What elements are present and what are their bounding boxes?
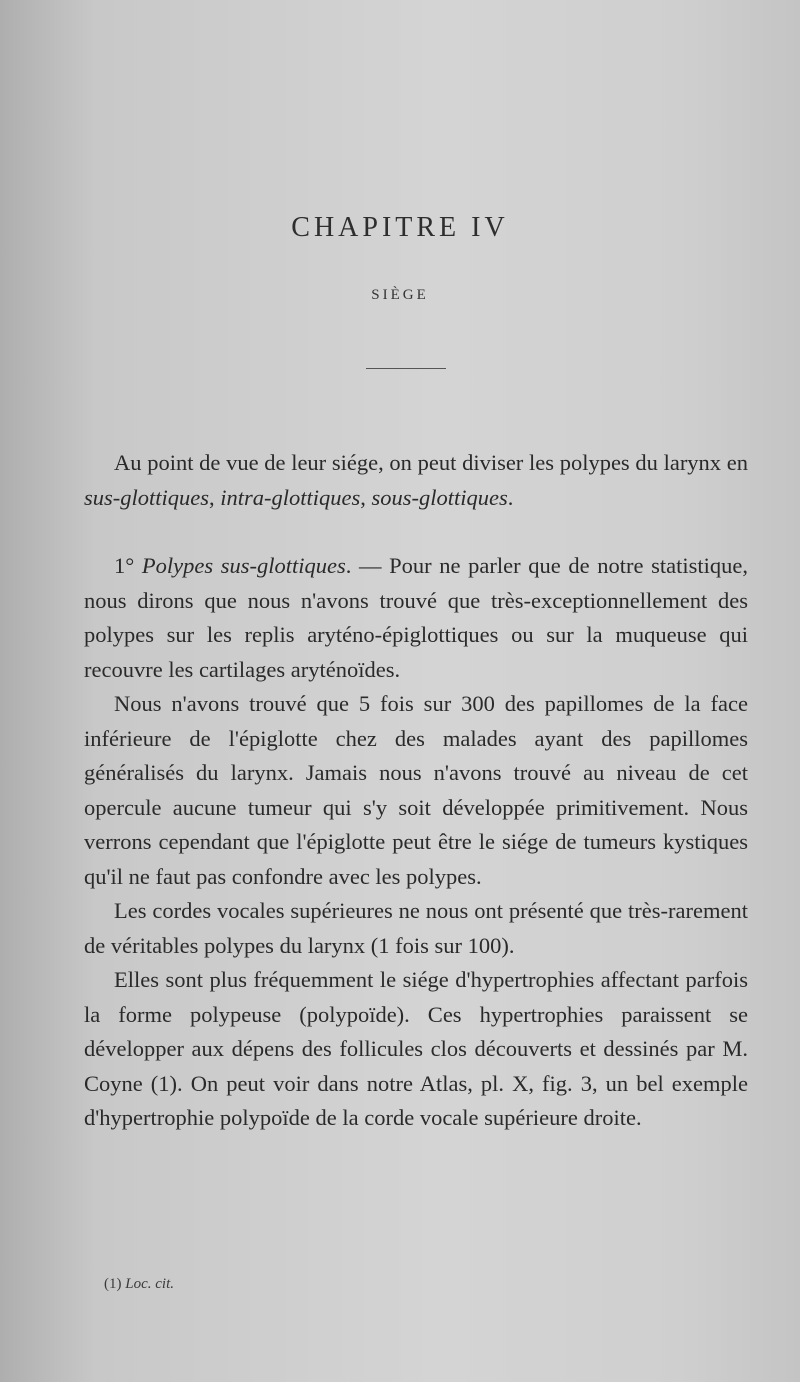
separator: , [360,484,372,510]
term-sous-glottiques: sous-glottiques [371,484,508,510]
paragraph-sus-glottiques [84,549,748,687]
paragraph-text: . — Pour ne parler que de notre statistique, nous dirons que nous n'avons trouvé que très-exceptionnellement des polypes sur les replis aryténo-épiglottiques ou sur la muqueuse qui recouvre les cartilages aryténoïdes. [84,553,749,682]
chapter-title-text: CHAPITRE IV [291,212,509,243]
paragraph-epiglotte: Nous n'avons trouvé que 5 fois sur 300 des papillomes de la face inférieure de l'épiglotte chez des malades ayant des papillomes généralisés du larynx. Jamais nous n'avons trouvé au niveau de cet opercule aucune tumeur qui s'y soit développée primitivement. Nous verrons cependant que l'épiglotte peut être le siége de tumeurs kystiques qu'il ne faut pas confondre avec les polypes. [84,691,748,889]
paragraph-hypertrophies: Elles sont plus fréquemment le siége d'hypertrophies affectant parfois la forme polypeuse (polypoïde). Ces hypertrophies paraissent se développer aux dépens des follicules clos découverts et dessinés par M. Coyne (1). On peut voir dans notre Atlas, pl. X, fig. 3, un bel exemple d'hypertrophie polypoïde de la corde vocale supérieure droite. [84,967,748,1130]
body-text [84,446,748,1136]
title-divider [366,368,446,369]
footnote-text: Loc. cit. [125,1276,174,1292]
intro-text: Au point de vue de leur siége, on peut diviser les polypes du larynx en [114,450,748,475]
term-sus-glottiques: sus-glottiques [84,484,210,510]
footnote [104,1276,174,1293]
chapter-title [0,212,800,244]
separator: , [209,484,221,510]
paragraph-cordes-vocales: Les cordes vocales supérieures ne nous ont présenté que très-rarement de véritables polypes du larynx (1 fois sur 100). [84,898,748,958]
intro-end: . [507,484,514,510]
section-title: SIÈGE [371,287,429,303]
subsection-heading: Polypes sus-glottiques [141,553,346,578]
term-intra-glottiques: intra-glottiques [220,484,361,510]
footnote-marker: (1) [104,1276,126,1292]
section-number: 1° [114,553,142,578]
paragraph-intro [84,446,748,515]
